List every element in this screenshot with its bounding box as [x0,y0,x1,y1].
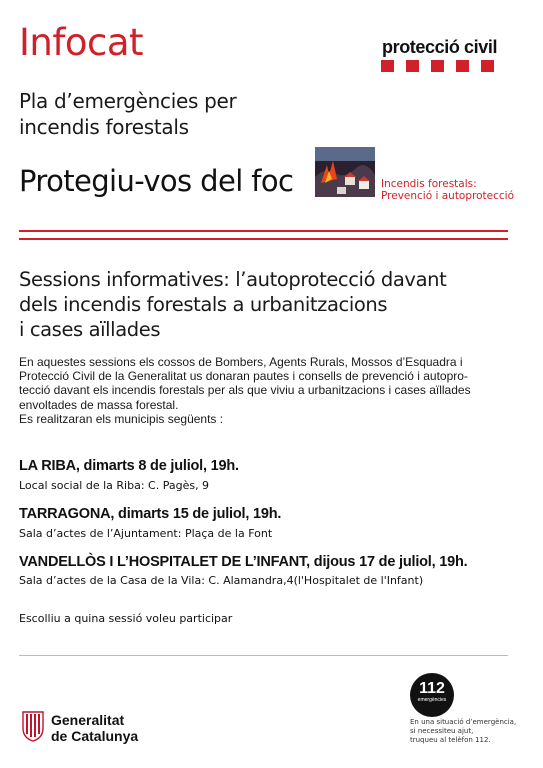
intro-line3: tecció davant els incendis forestals per als que viviu a urbanitzacions i cases aïllades [19,383,471,398]
plan-subtitle-line1: Pla d’emergències per [19,89,237,113]
session-place-tarragona: Sala d’actes de l’Ajuntament: Plaça de la Font [19,527,273,540]
plan-subtitle-line2: incendis forestals [19,115,189,139]
intro-line1: En aquestes sessions els cossos de Bombers, Agents Rurals, Mossos d’Esquadra i [19,355,463,369]
divider-bottom [19,238,508,240]
session-town: LA RIBA [19,458,76,474]
brand-title: Infocat [19,21,144,64]
emergency-112-logo [410,673,454,717]
campaign-caption-line1: Incendis forestals: [381,178,477,190]
session-town: TARRAGONA [19,506,111,522]
intro-line4: envoltades de massa forestal. [19,397,179,412]
sessions-title-line1: Sessions informatives: l’autoprotecció davant [19,268,447,291]
session-title-la-riba [19,459,239,474]
session-place-vandellos: Sala d’actes de la Casa de la Vila: C. Alamandra,4(l'Hospitalet de l'Infant) [19,574,424,587]
intro-line5: Es realitzaran els municipis següents : [19,411,224,426]
campaign-caption [381,178,514,202]
emergency-note-line3: truqueu al telèfon 112. [410,736,491,744]
emergency-note-line1: En una situació d’emergència, [410,718,517,726]
sessions-title-line2: dels incendis forestals a urbanitzacions [19,293,388,316]
proteccio-civil-logo-text: protecció civil [382,37,498,57]
session-when: , dijous 17 de juliol, 19h. [306,554,468,570]
campaign-caption-line2: Prevenció i autoprotecció [381,190,514,202]
emergency-note [410,718,530,745]
session-place-la-riba: Local social de la Riba: C. Pagès, 9 [19,479,210,492]
session-title-tarragona [19,507,281,522]
divider-top [19,230,508,232]
generalitat-line1: Generalitat [51,712,125,728]
session-title-vandellos [19,555,468,570]
session-when: , dimarts 15 de juliol, 19h. [110,506,282,522]
sessions-title [19,267,519,342]
emergency-number: 112 [419,680,445,697]
emergency-sub: emergències [417,697,447,703]
generalitat-emblem-icon [22,710,44,742]
choose-session-text: Escolliu a quina sessió voleu participar [19,612,233,625]
session-town: VANDELLÒS I L’HOSPITALET DE L’INFANT [19,554,307,570]
intro-line2: Protecció Civil de la Generalitat us donaran pautes i consells de prevenció i autopro- [19,369,468,384]
proteccio-civil-logo-squares [381,60,507,72]
generalitat-line2: de Catalunya [51,728,139,744]
footer-divider [19,655,508,656]
emergency-note-line2: si necessiteu ajut, [410,727,474,735]
sessions-title-line3: i cases aïllades [19,318,161,341]
slogan: Protegiu-vos del foc [19,164,294,198]
forest-fire-image [315,147,375,197]
generalitat-logo-text [51,712,138,744]
intro-paragraph [19,355,509,426]
plan-subtitle [19,88,236,140]
session-when: , dimarts 8 de juliol, 19h. [75,458,239,474]
